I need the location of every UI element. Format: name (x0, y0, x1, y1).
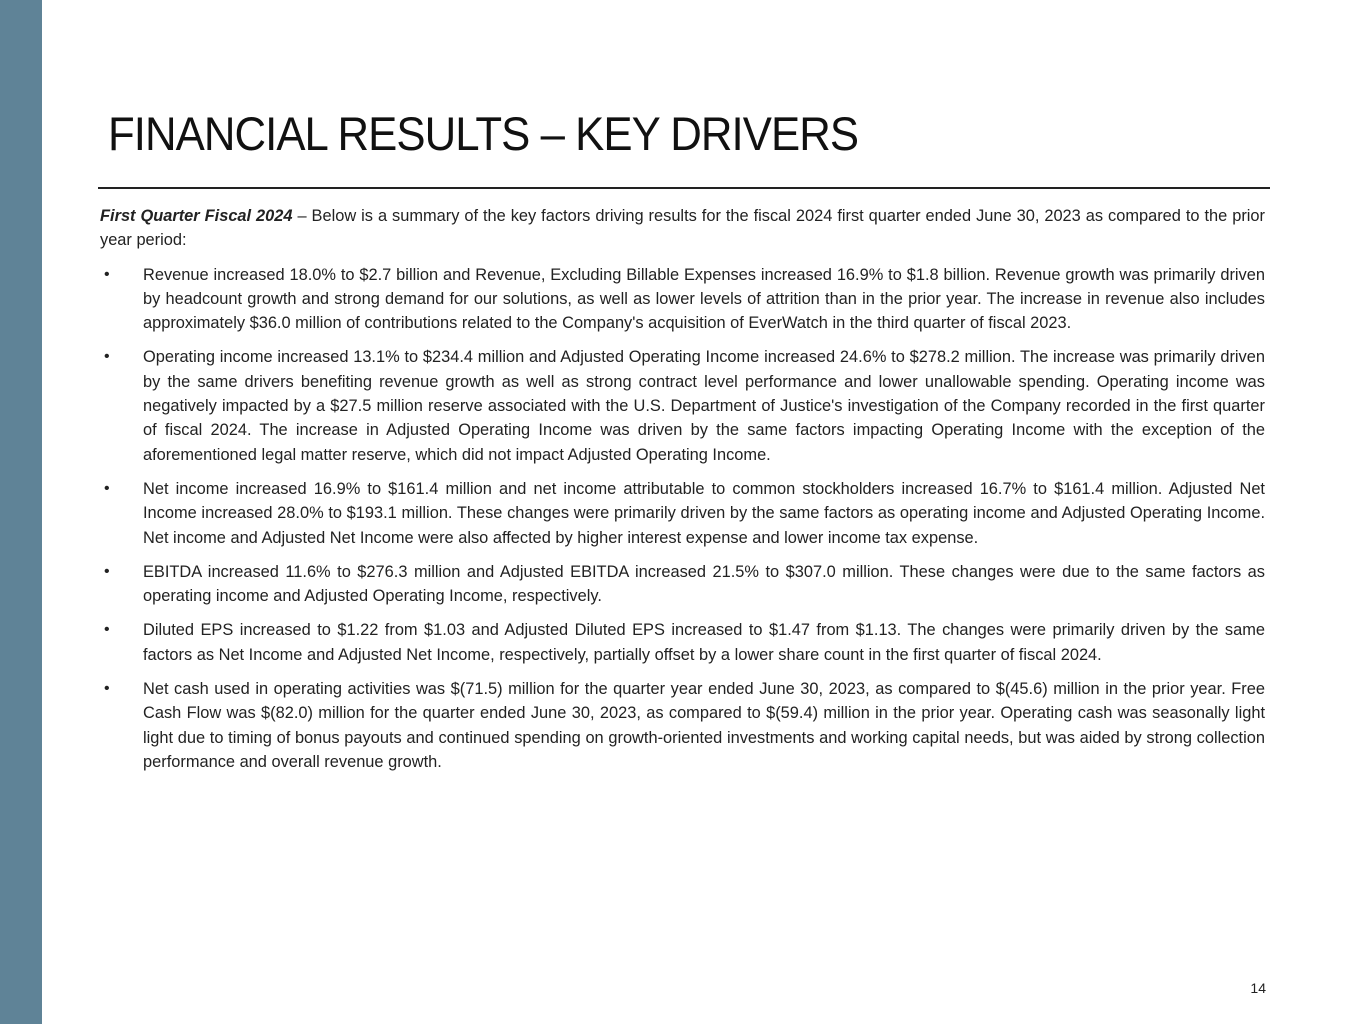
list-item-text: Net income increased 16.9% to $161.4 million and net income attributable to common stockholders increased 16.7% to $161.4 million. Adjusted Net Income increased 28.0% to $193.1 million. These changes were primarily driven by the same factors as operating income and Adjusted Operating Income. Net income and Adjusted Net Income were also affected by higher interest expense and lower income tax expense. (143, 479, 1265, 547)
slide-title: FINANCIAL RESULTS – KEY DRIVERS (108, 107, 859, 160)
list-item-revenue (100, 263, 1265, 336)
page-number: 14 (1250, 980, 1266, 996)
list-item-cash-flow (100, 677, 1265, 774)
bullet-icon: • (104, 479, 110, 497)
bullet-icon: • (104, 621, 110, 639)
list-item-operating-income (100, 345, 1265, 466)
list-item-net-income (100, 477, 1265, 550)
list-item-text: EBITDA increased 11.6% to $276.3 million and Adjusted EBITDA increased 21.5% to $307.0 million. These changes were due to the same factors as operating income and Adjusted Operating Income, respectively. (143, 562, 1265, 606)
list-item-ebitda (100, 560, 1265, 609)
bullet-icon: • (104, 348, 110, 366)
title-divider (98, 187, 1270, 189)
intro-text: – Below is a summary of the key factors driving results for the fiscal 2024 first quarter ended June 30, 2023 as compared to the prior year period: (100, 207, 1265, 250)
list-item-text: Net cash used in operating activities was $(71.5) million for the quarter year ended June 30, 2023, as compared to $(45.6) million in the prior year. Free Cash Flow was $(82.0) million for the quarter ended June 30, 2023, as compared to $(59.4) million in the prior year. Operating cash was seasonally light light due to timing of bonus payouts and continued spending on growth-oriented investments and working capital needs, but was aided by strong collection performance and overall revenue growth. (143, 680, 1265, 771)
bullet-icon: • (104, 680, 110, 698)
bullet-icon: • (104, 265, 110, 283)
list-item-diluted-eps (100, 618, 1265, 667)
slide-body (100, 204, 1265, 784)
bullet-icon: • (104, 562, 110, 580)
key-drivers-list (100, 263, 1265, 775)
list-item-text: Operating income increased 13.1% to $234.4 million and Adjusted Operating Income increased 24.6% to $278.2 million. The increase was primarily driven by the same drivers benefiting revenue growth as well as strong contract level performance and lower unallowable spending. Operating income was negatively impacted by a $27.5 million reserve associated with the U.S. Department of Justice's investigation of the Company recorded in the first quarter of fiscal 2024. The increase in Adjusted Operating Income was driven by the same factors impacting Operating Income with the exception of the aforementioned legal matter reserve, which did not impact Adjusted Operating Income. (143, 348, 1265, 464)
list-item-text: Diluted EPS increased to $1.22 from $1.03 and Adjusted Diluted EPS increased to $1.47 from $1.13. The changes were primarily driven by the same factors as Net Income and Adjusted Net Income, respectively, partially offset by a lower share count in the first quarter of fiscal 2024. (143, 621, 1265, 664)
intro-lead: First Quarter Fiscal 2024 (100, 207, 293, 225)
list-item-text: Revenue increased 18.0% to $2.7 billion and Revenue, Excluding Billable Expenses increased 16.9% to $1.8 billion. Revenue growth was primarily driven by headcount growth and strong demand for our solutions, as well as lower levels of attrition than in the prior year. The increase in revenue also includes approximately $36.0 million of contributions related to the Company's acquisition of EverWatch in the third quarter of fiscal 2023. (143, 265, 1265, 333)
intro-paragraph (100, 204, 1265, 253)
side-accent-bar (0, 0, 42, 1024)
